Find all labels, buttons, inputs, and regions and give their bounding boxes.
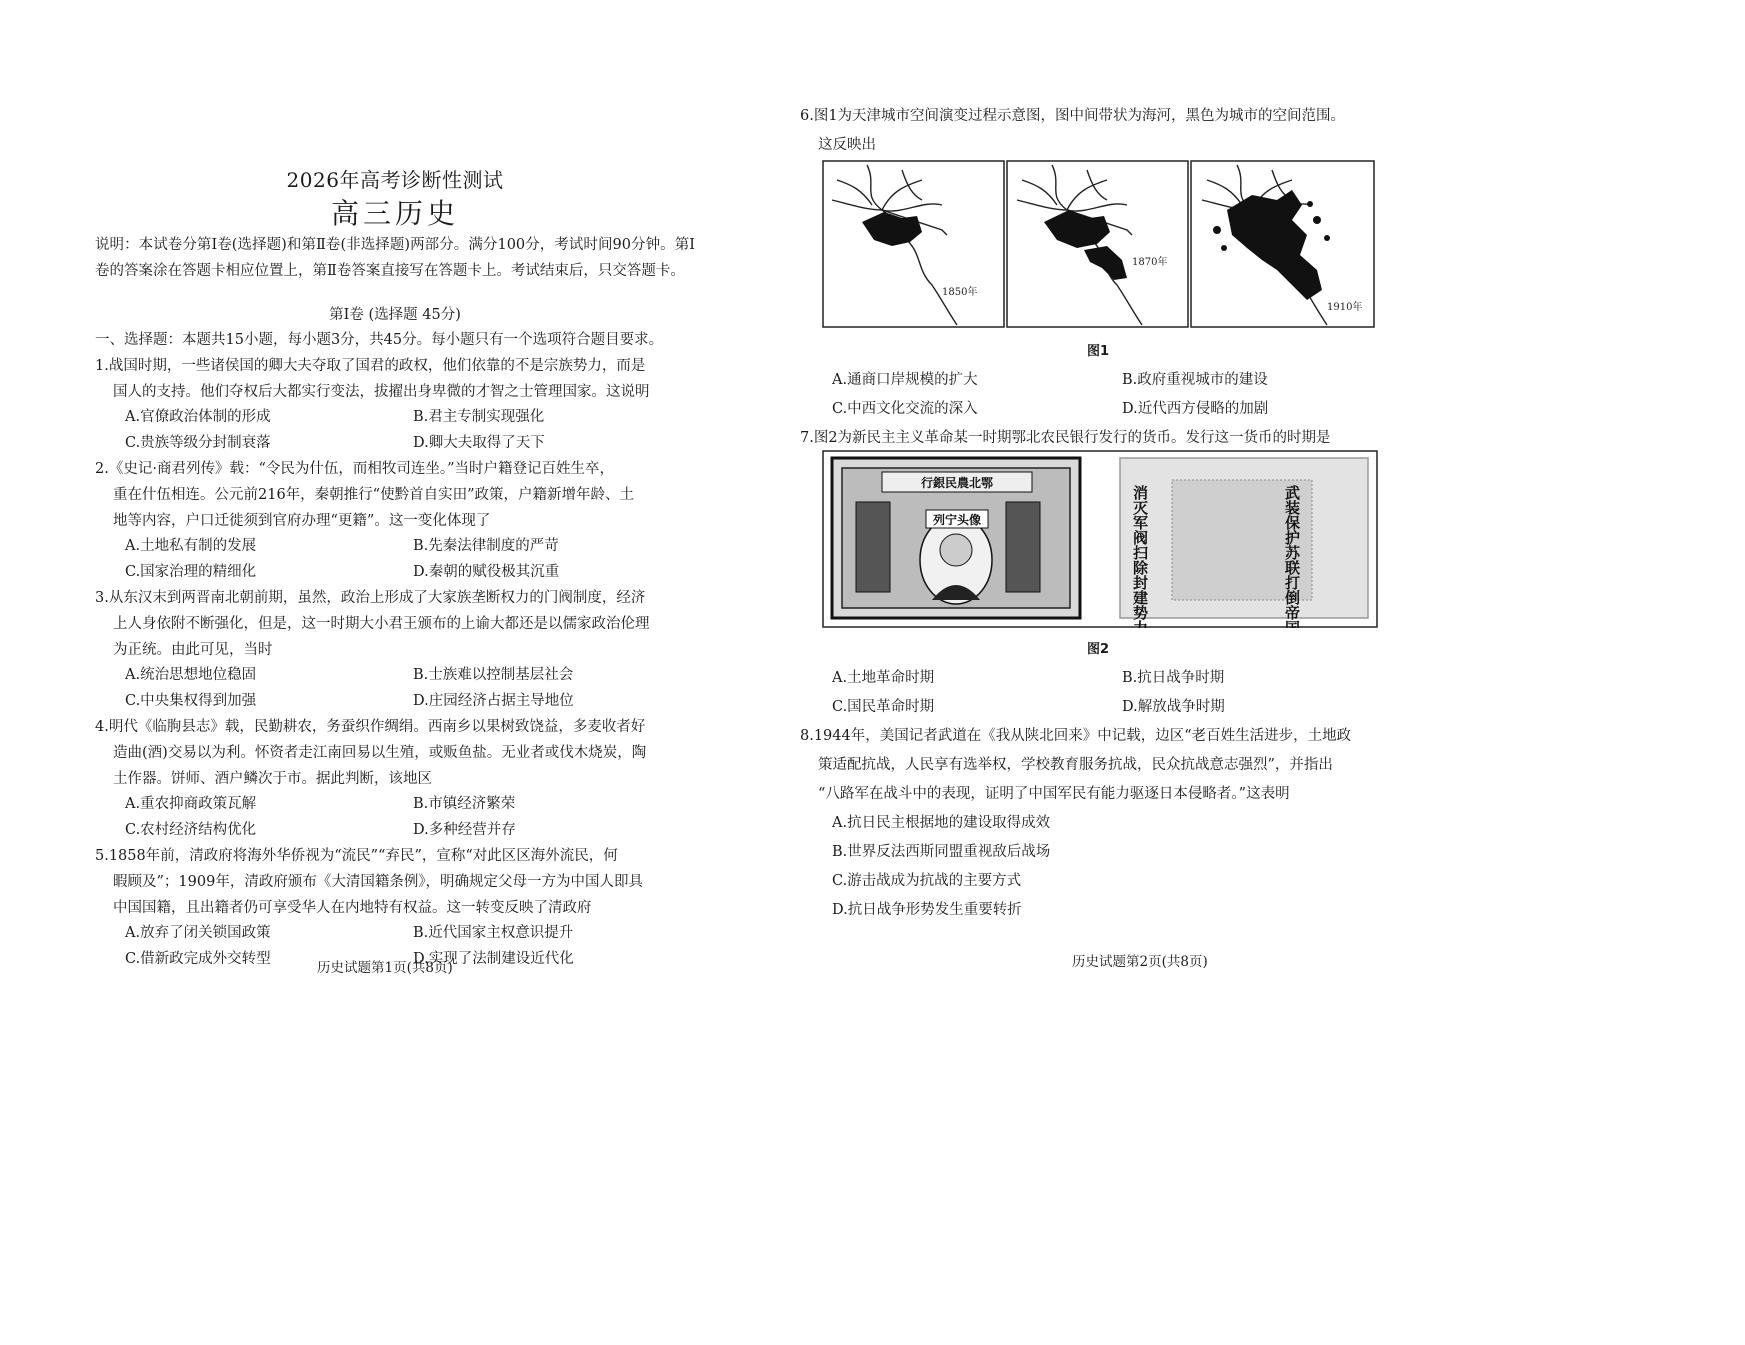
q8-stem-line: “八路军在战斗中的表现，证明了中国军民有能力驱逐日本侵略者。”这表明 [818,786,1290,802]
q8-option-c[interactable]: C.游击战成为抗战的主要方式 [832,873,1022,889]
q1-option-b[interactable]: B.君主专制实现强化 [413,409,545,425]
q4-option-a[interactable]: A.重农抑商政策瓦解 [125,796,257,812]
q5-option-d[interactable]: D.实现了法制建设近代化 [413,951,574,967]
q5-option-b[interactable]: B.近代国家主权意识提升 [413,925,574,941]
city-area [1307,201,1313,207]
city-area [1221,245,1227,251]
q8-stem-line: 8.1944年，美国记者武道在《我从陕北回来》中记载，边区“老百姓生活进步，土地政 [800,728,1352,744]
river-line [867,165,957,325]
q5-stem-line: 中国国籍，且出籍者仍可享受华人在内地特有权益。这一转变反映了清政府 [113,900,592,916]
q5-stem-line: 暇顾及”；1909年，清政府颁布《大清国籍条例》，明确规定父母一方为中国人即具 [113,874,644,890]
q6-stem-line: 6.图1为天津城市空间演变过程示意图，图中间带状为海河，黑色为城市的空间范围。 [800,108,1346,124]
q3-option-a[interactable]: A.统治思想地位稳固 [125,667,257,683]
city-area [862,212,922,246]
q2-option-c[interactable]: C.国家治理的精细化 [125,564,257,580]
q1-stem-line: 国人的支持。他们夺权后大都实行变法，拔擢出身卑微的才智之士管理国家。这说明 [113,384,650,400]
q3-stem-line: 3.从东汉末到两晋南北朝前期，虽然，政治上形成了大家族垄断权力的门阀制度，经济 [95,590,646,606]
section-title: 第Ⅰ卷 (选择题 45分) [329,307,461,323]
q7-option-d[interactable]: D.解放战争时期 [1122,699,1225,715]
year-label: 1850年 [942,287,978,298]
city-area [1313,216,1321,224]
portrait-label: 列宁头像 [932,513,982,527]
currency-images [822,450,1378,628]
city-area [1227,190,1322,300]
q7-option-a[interactable]: A.土地革命时期 [832,670,935,686]
q8-option-d[interactable]: D.抗日战争形势发生重要转折 [832,902,1022,918]
q5-option-a[interactable]: A.放弃了闭关锁国政策 [125,925,271,941]
q1-option-c[interactable]: C.贵族等级分封制衰落 [125,435,271,451]
figure-2-caption: 图2 [1087,642,1110,657]
q7-stem-line: 7.图2为新民主主义革命某一时期鄂北农民银行发行的货币。发行这一货币的时期是 [800,430,1331,446]
q3-option-b[interactable]: B.士族难以控制基层社会 [413,667,574,683]
exam-title: 2026年高考诊断性测试 [286,168,504,192]
q2-option-a[interactable]: A.土地私有制的发展 [125,538,257,554]
q5-option-c[interactable]: C.借新政完成外交转型 [125,951,271,967]
figure-1-map [822,160,1376,330]
q6-option-c[interactable]: C.中西文化交流的深入 [832,401,978,417]
city-area [1324,235,1330,241]
bank-name-mark: 行銀民農北鄂 [920,476,994,490]
city-area [1044,210,1110,248]
city-area [1084,246,1127,280]
q6-option-b[interactable]: B.政府重视城市的建设 [1122,372,1268,388]
page-footer: 历史试题第2页(共8页) [1072,954,1208,970]
q1-stem-line: 1.战国时期，一些诸侯国的卿大夫夺取了国君的政权，他们依靠的不是宗族势力，而是 [95,358,646,374]
q8-option-b[interactable]: B.世界反法西斯同盟重视敌后战场 [832,844,1051,860]
year-label: 1870年 [1132,257,1168,268]
river-line [837,180,872,205]
q8-option-a[interactable]: A.抗日民主根据地的建设取得成效 [832,815,1051,831]
figure-2-currency [822,450,1378,628]
figure-1-caption: 图1 [1087,344,1110,359]
q4-stem-line: 土作器。饼师、酒户鳞次于市。据此判断，该地区 [113,771,432,787]
page-footer: 历史试题第1页(共8页) [317,960,453,976]
year-label: 1910年 [1327,302,1363,313]
q3-stem-line: 上人身依附不断强化，但是，这一时期大小君王颁布的上谕大都还是以儒家政治伦理 [113,616,650,632]
back-slogan-left: 消灭军阀扫除封建势力 [1131,485,1149,628]
q6-stem-line: 这反映出 [818,137,876,153]
instructions: 说明：本试卷分第Ⅰ卷(选择题)和第Ⅱ卷(非选择题)两部分。满分100分，考试时间90分钟。第Ⅰ卷的答案涂在答题卡相应位置上，第Ⅱ卷答案直接写在答题卡上。考试结束后，只交答题卡。 [95,237,695,279]
q7-option-c[interactable]: C.国民革命时期 [832,699,935,715]
q6-option-a[interactable]: A.通商口岸规模的扩大 [832,372,978,388]
subject-title: 高三历史 [330,197,459,230]
city-area [1213,226,1221,234]
q4-option-d[interactable]: D.多种经营并存 [413,822,516,838]
q3-option-d[interactable]: D.庄园经济占据主导地位 [413,693,574,709]
q7-option-b[interactable]: B.抗日战争时期 [1122,670,1225,686]
q1-option-d[interactable]: D.卿大夫取得了天下 [413,435,545,451]
q2-stem-line: 重在什伍相连。公元前216年，秦朝推行“使黔首自实田”政策，户籍新增年龄、土 [113,487,634,503]
q4-option-b[interactable]: B.市镇经济繁荣 [413,796,516,812]
part-title: 一、选择题：本题共15小题，每小题3分，共45分。每小题只有一个选项符合题目要求。 [95,332,664,348]
q5-stem-line: 5.1858年前，清政府将海外华侨视为“流民”“弃民”，宣称“对此区区海外流民，何 [95,848,618,864]
back-slogan-right: 武装保护苏联打倒帝国主义 [1283,485,1301,628]
q2-stem-line: 2.《史记·商君列传》载：“令民为什伍，而相牧司连坐。”当时户籍登记百姓生卒， [95,461,615,477]
q8-stem-line: 策适配抗战，人民享有选举权，学校教育服务抗战，民众抗战意志强烈”，并指出 [818,757,1333,773]
q4-stem-line: 造曲(酒)交易以为利。怀资者走江南回易以生殖，或贩鱼盐。无业者或伐木烧炭，陶 [113,745,647,761]
map-panel-frame [1007,161,1188,327]
q3-stem-line: 为正统。由此可见，当时 [113,642,273,658]
q2-option-b[interactable]: B.先秦法律制度的严苛 [413,538,559,554]
tianjin-map-panels [822,160,1376,330]
q4-stem-line: 4.明代《临朐县志》载，民勤耕农，务蚕织作绸绢。西南乡以果树致饶益，多麦收者好 [95,719,646,735]
q4-option-c[interactable]: C.农村经济结构优化 [125,822,257,838]
q2-stem-line: 地等内容，户口迁徙须到官府办理“更籍”。这一变化体现了 [113,513,491,529]
q2-option-d[interactable]: D.秦朝的赋役极其沉重 [413,564,560,580]
q6-option-d[interactable]: D.近代西方侵略的加剧 [1122,401,1269,417]
q1-option-a[interactable]: A.官僚政治体制的形成 [125,409,271,425]
q3-option-c[interactable]: C.中央集权得到加强 [125,693,257,709]
river-line [902,170,922,200]
